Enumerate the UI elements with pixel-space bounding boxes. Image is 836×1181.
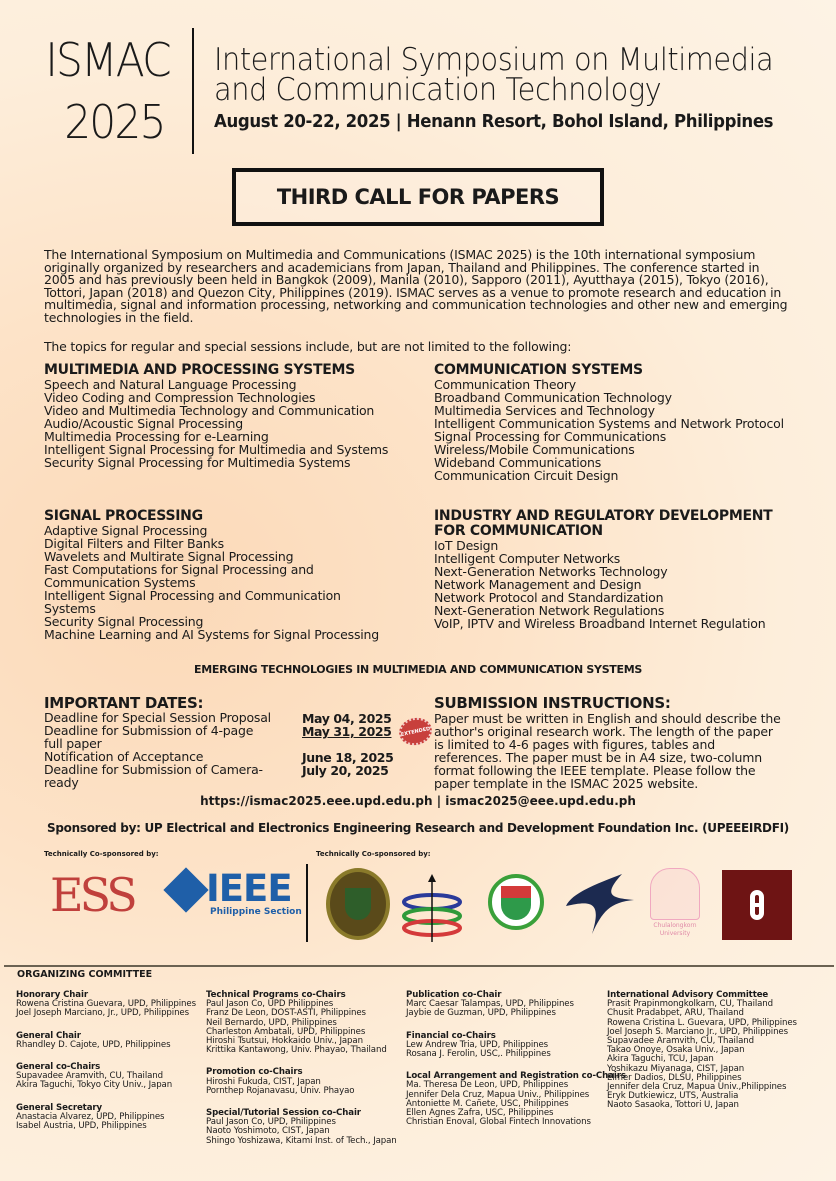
date-value: July 20, 2025 <box>302 763 389 778</box>
topic-item: Security Signal Processing for Multimedia Systems <box>44 455 351 470</box>
committee-role: General co-Chairs <box>16 1062 101 1073</box>
committee-member: Supavadee Aramvith, CU, Thailand <box>16 1071 163 1082</box>
committee-member: Jennifer dela Cruz, Mapua Univ.,Philippines <box>607 1082 787 1093</box>
up-seal-logo <box>326 868 390 940</box>
committee-member: Elmer Dadios, DLSU, Philippines <box>607 1072 742 1083</box>
committee-member: Takao Onoye, Osaka Univ., Japan <box>607 1045 745 1056</box>
topic-item: Broadband Communication Technology <box>434 390 672 405</box>
committee-group <box>16 991 196 1019</box>
ieee-section: Philippine Section <box>210 907 302 917</box>
committee-group <box>206 991 397 1055</box>
committee-member: Akira Taguchi, Tokyo City Univ., Japan <box>16 1080 173 1091</box>
cosponsor-label-1: Technically Co-sponsored by: <box>44 850 159 858</box>
year: 2025 <box>64 95 165 149</box>
topic-item: Intelligent Signal Processing and Communication <box>44 588 341 603</box>
committee-member: Neil Bernardo, UPD, Philippines <box>206 1017 337 1028</box>
committee-group <box>16 1063 196 1091</box>
committee-group <box>16 1032 196 1050</box>
ieee-logo: IEEE <box>206 867 292 910</box>
committee-member: Krittika Kantawong, Univ. Phayao, Thailand <box>206 1045 387 1056</box>
committee-member: Naoto Sasaoka, Tottori U, Japan <box>607 1100 739 1111</box>
topic-item: Video and Multimedia Technology and Communication <box>44 403 375 418</box>
committee-member: Joel Joseph S. Marciano Jr., UPD, Philippines <box>607 1026 788 1037</box>
date-label: Notification of Acceptance <box>44 749 204 764</box>
committee-member: Franz De Leon, DOST-ASTI, Philippines <box>206 1008 366 1019</box>
intro-paragraph: The International Symposium on Multimedia and Communications (ISMAC 2025) is the 10th international symposium originally organized by researchers and academicians from Japan, Thailand and Philippines. The conference started in 2005 and has previously been held in Bangkok (2009), Manila (2010), Sapporo (2011), Ayutthaya (2015), Tokyo (2016), Tottori, Japan (2018) and Quezon City, Philippines (2019). ISMAC serves as a venue to promote research and education in multimedia, signal and information processing, networking and communication technologies and other new and emerging technologies in the field. <box>44 247 788 325</box>
committee-member: Paul Jason Co, UPD, Philippines <box>206 1117 336 1128</box>
committee-member: Rhandley D. Cajote, UPD, Philippines <box>16 1039 171 1050</box>
topic-item: Security Signal Processing <box>44 614 204 629</box>
committee-member: Marc Caesar Talampas, UPD, Philippines <box>406 999 574 1010</box>
committee-column <box>607 991 797 1124</box>
committee-role: International Advisory Committee <box>607 990 769 1000</box>
ess-logo: ESS <box>50 868 134 922</box>
topic-item: Machine Learning and AI Systems for Signal Processing <box>44 627 380 642</box>
committee-role: Honorary Chair <box>16 990 88 1000</box>
committee-member: Charleston Ambatali, UPD, Philippines <box>206 1026 366 1037</box>
date-label: Deadline for Special Session Proposal <box>44 710 271 725</box>
topic-item: Wireless/Mobile Communications <box>434 442 635 457</box>
committee-member: Rowena Cristina L. Guevara, UPD, Philippines <box>607 1017 797 1028</box>
committee-role: Publication co-Chair <box>406 990 502 1000</box>
emerging-technologies: EMERGING TECHNOLOGIES IN MULTIMEDIA AND COMMUNICATION SYSTEMS <box>194 663 642 676</box>
rings-logo <box>400 872 464 942</box>
submission-text: Paper must be written in English and should describe the author's original research work. The length of the paper is limited to 4-6 pages with figures, tables and references. The paper must be in A4 size, two-column format following the IEEE template. Please follow the paper template in the ISMAC 2025 website. <box>434 711 781 791</box>
committee-member: Hiroshi Fukuda, CIST, Japan <box>206 1076 321 1087</box>
committee-group <box>406 1072 626 1127</box>
maroon-logo <box>722 870 792 940</box>
green-seal-logo <box>488 874 544 930</box>
committee-group <box>406 1032 626 1060</box>
contact-links[interactable]: https://ismac2025.eee.upd.edu.ph | ismac2025@eee.upd.edu.ph <box>200 794 636 808</box>
topic-item: Multimedia Processing for e-Learning <box>44 429 269 444</box>
acronym: ISMAC <box>45 33 170 87</box>
committee-role: Special/Tutorial Session co-Chair <box>206 1108 361 1119</box>
topic-section <box>434 509 804 630</box>
committee-member: Pornthep Rojanavasu, Univ. Phayao <box>206 1085 355 1096</box>
swoosh-logo <box>562 872 636 938</box>
date-value: June 18, 2025 <box>302 750 394 765</box>
topic-item: Intelligent Signal Processing for Multimedia and Systems <box>44 442 389 457</box>
date-value: May 04, 2025 <box>302 711 392 726</box>
committee-member: Jaybie de Guzman, UPD, Philippines <box>406 1008 556 1019</box>
topic-item: Communication Systems <box>44 575 196 590</box>
ieee-diamond-icon <box>163 867 208 912</box>
topic-item: Network Protocol and Standardization <box>434 590 664 605</box>
committee-member: Yoshikazu Miyanaga, CIST, Japan <box>607 1063 745 1074</box>
committee-member: Paul Jason Co, UPD Philippines <box>206 999 334 1010</box>
topic-item: Next-Generation Network Regulations <box>434 603 665 618</box>
committee-member: Chusit Pradabpet, ARU, Thailand <box>607 1008 744 1019</box>
committee-title: ORGANIZING COMMITTEE <box>17 969 153 980</box>
committee-group <box>16 1104 196 1132</box>
date-label: Deadline for Submission of 4-page full paper <box>44 723 254 751</box>
topic-item: Intelligent Computer Networks <box>434 551 621 566</box>
logo-divider <box>306 864 308 942</box>
committee-member: Eryk Dutkiewicz, UTS, Australia <box>607 1091 739 1102</box>
committee-member: Christian Enoval, Global Fintech Innovations <box>406 1117 591 1128</box>
committee-member: Naoto Yoshimoto, CIST, Japan <box>206 1126 330 1137</box>
call-banner-text: THIRD CALL FOR PAPERS <box>276 185 560 209</box>
topic-item: Video Coding and Compression Technologies <box>44 390 316 405</box>
committee-member: Isabel Austria, UPD, Philippines <box>16 1121 147 1132</box>
committee-member: Ma. Theresa De Leon, UPD, Philippines <box>406 1080 569 1091</box>
topic-item: Speech and Natural Language Processing <box>44 377 297 392</box>
cosponsor-label-2: Technically Co-sponsored by: <box>316 850 431 858</box>
topic-item: VoIP, IPTV and Wireless Broadband Internet Regulation <box>434 616 766 631</box>
committee-member: Antoniette M. Cañete, USC, Philippines <box>406 1098 569 1109</box>
topic-title: INDUSTRY AND REGULATORY DEVELOPMENT FOR COMMUNICATION <box>434 508 773 539</box>
submission-title: SUBMISSION INSTRUCTIONS: <box>434 694 671 712</box>
committee-role: Financial co-Chairs <box>406 1030 496 1041</box>
committee-role: General Secretary <box>16 1102 103 1113</box>
committee-member: Supavadee Aramvith, CU, Thailand <box>607 1036 754 1047</box>
header-divider <box>192 28 194 154</box>
topic-item: Systems <box>44 601 96 616</box>
topic-item: Next-Generation Networks Technology <box>434 564 668 579</box>
committee-member: Anastacia Alvarez, UPD, Philippines <box>16 1111 165 1122</box>
date-value: May 31, 2025 <box>302 724 392 739</box>
committee-member: Hiroshi Tsutsui, Hokkaido Univ., Japan <box>206 1036 363 1047</box>
title-line2: and Communication Technology <box>214 72 662 108</box>
committee-member: Joel Joseph Marciano, Jr., UPD, Philippines <box>16 1008 189 1019</box>
topic-item: Wavelets and Multirate Signal Processing <box>44 549 294 564</box>
topic-title: MULTIMEDIA AND PROCESSING SYSTEMS <box>44 362 355 378</box>
committee-member: Rowena Cristina Guevara, UPD, Philippines <box>16 999 196 1010</box>
committee-member: Lew Andrew Tria, UPD, Philippines <box>406 1039 549 1050</box>
dates-title: IMPORTANT DATES: <box>44 694 204 712</box>
topic-item: Audio/Acoustic Signal Processing <box>44 416 243 431</box>
chula-emblem-icon <box>650 868 700 920</box>
committee-member: Akira Taguchi, TCU, Japan <box>607 1054 714 1065</box>
committee-member: Prasit Prapinmongkolkarn, CU, Thailand <box>607 999 774 1010</box>
topic-section <box>434 363 784 482</box>
committee-column <box>16 991 196 1144</box>
topic-title: COMMUNICATION SYSTEMS <box>434 362 643 378</box>
extended-stamp: EXTENDED <box>397 715 435 748</box>
committee-member: Jennifer Dela Cruz, Mapua Univ., Philippines <box>406 1089 590 1100</box>
event-subtitle: August 20-22, 2025 | Henann Resort, Bohol Island, Philippines <box>214 111 774 132</box>
topic-item: Wideband Communications <box>434 455 602 470</box>
topic-item: Network Management and Design <box>434 577 642 592</box>
committee-divider <box>4 965 834 967</box>
topic-item: Communication Theory <box>434 377 576 392</box>
committee-group <box>206 1109 397 1146</box>
topic-section <box>44 509 379 641</box>
chula-logo: Chulalongkorn University <box>653 922 697 937</box>
title-line1: International Symposium on Multimedia <box>214 42 774 78</box>
committee-group <box>607 991 797 1111</box>
committee-role: General Chair <box>16 1030 81 1041</box>
committee-column <box>206 991 397 1159</box>
call-banner <box>232 168 604 226</box>
committee-column <box>406 991 626 1140</box>
topic-section <box>44 363 388 469</box>
topic-item: Digital Filters and Filter Banks <box>44 536 224 551</box>
date-label: Deadline for Submission of Camera-ready <box>44 762 263 790</box>
topic-item: Fast Computations for Signal Processing and <box>44 562 314 577</box>
topic-item: Signal Processing for Communications <box>434 429 667 444</box>
committee-group <box>406 991 626 1019</box>
committee-member: Rosana J. Ferolin, USC,. Philippines <box>406 1049 551 1060</box>
topic-item: IoT Design <box>434 538 499 553</box>
topic-item: Intelligent Communication Systems and Network Protocol <box>434 416 784 431</box>
topic-item: Communication Circuit Design <box>434 468 619 483</box>
committee-group <box>206 1068 397 1096</box>
committee-role: Promotion co-Chairs <box>206 1067 303 1078</box>
topics-intro: The topics for regular and special sessions include, but are not limited to the following: <box>44 339 572 354</box>
committee-member: Shingo Yoshizawa, Kitami Inst. of Tech., Japan <box>206 1135 397 1146</box>
committee-role: Technical Programs co-Chairs <box>206 990 346 1000</box>
committee-role: Local Arrangement and Registration co-Chairs <box>406 1071 626 1082</box>
topic-item: Multimedia Services and Technology <box>434 403 655 418</box>
sponsor-line: Sponsored by: UP Electrical and Electronics Engineering Research and Development Foundation Inc. (UPEEEIRDFI) <box>47 821 789 835</box>
topic-item: Adaptive Signal Processing <box>44 523 208 538</box>
topic-title: SIGNAL PROCESSING <box>44 508 203 524</box>
committee-member: Ellen Agnes Zafra, USC, Philippines <box>406 1108 554 1119</box>
